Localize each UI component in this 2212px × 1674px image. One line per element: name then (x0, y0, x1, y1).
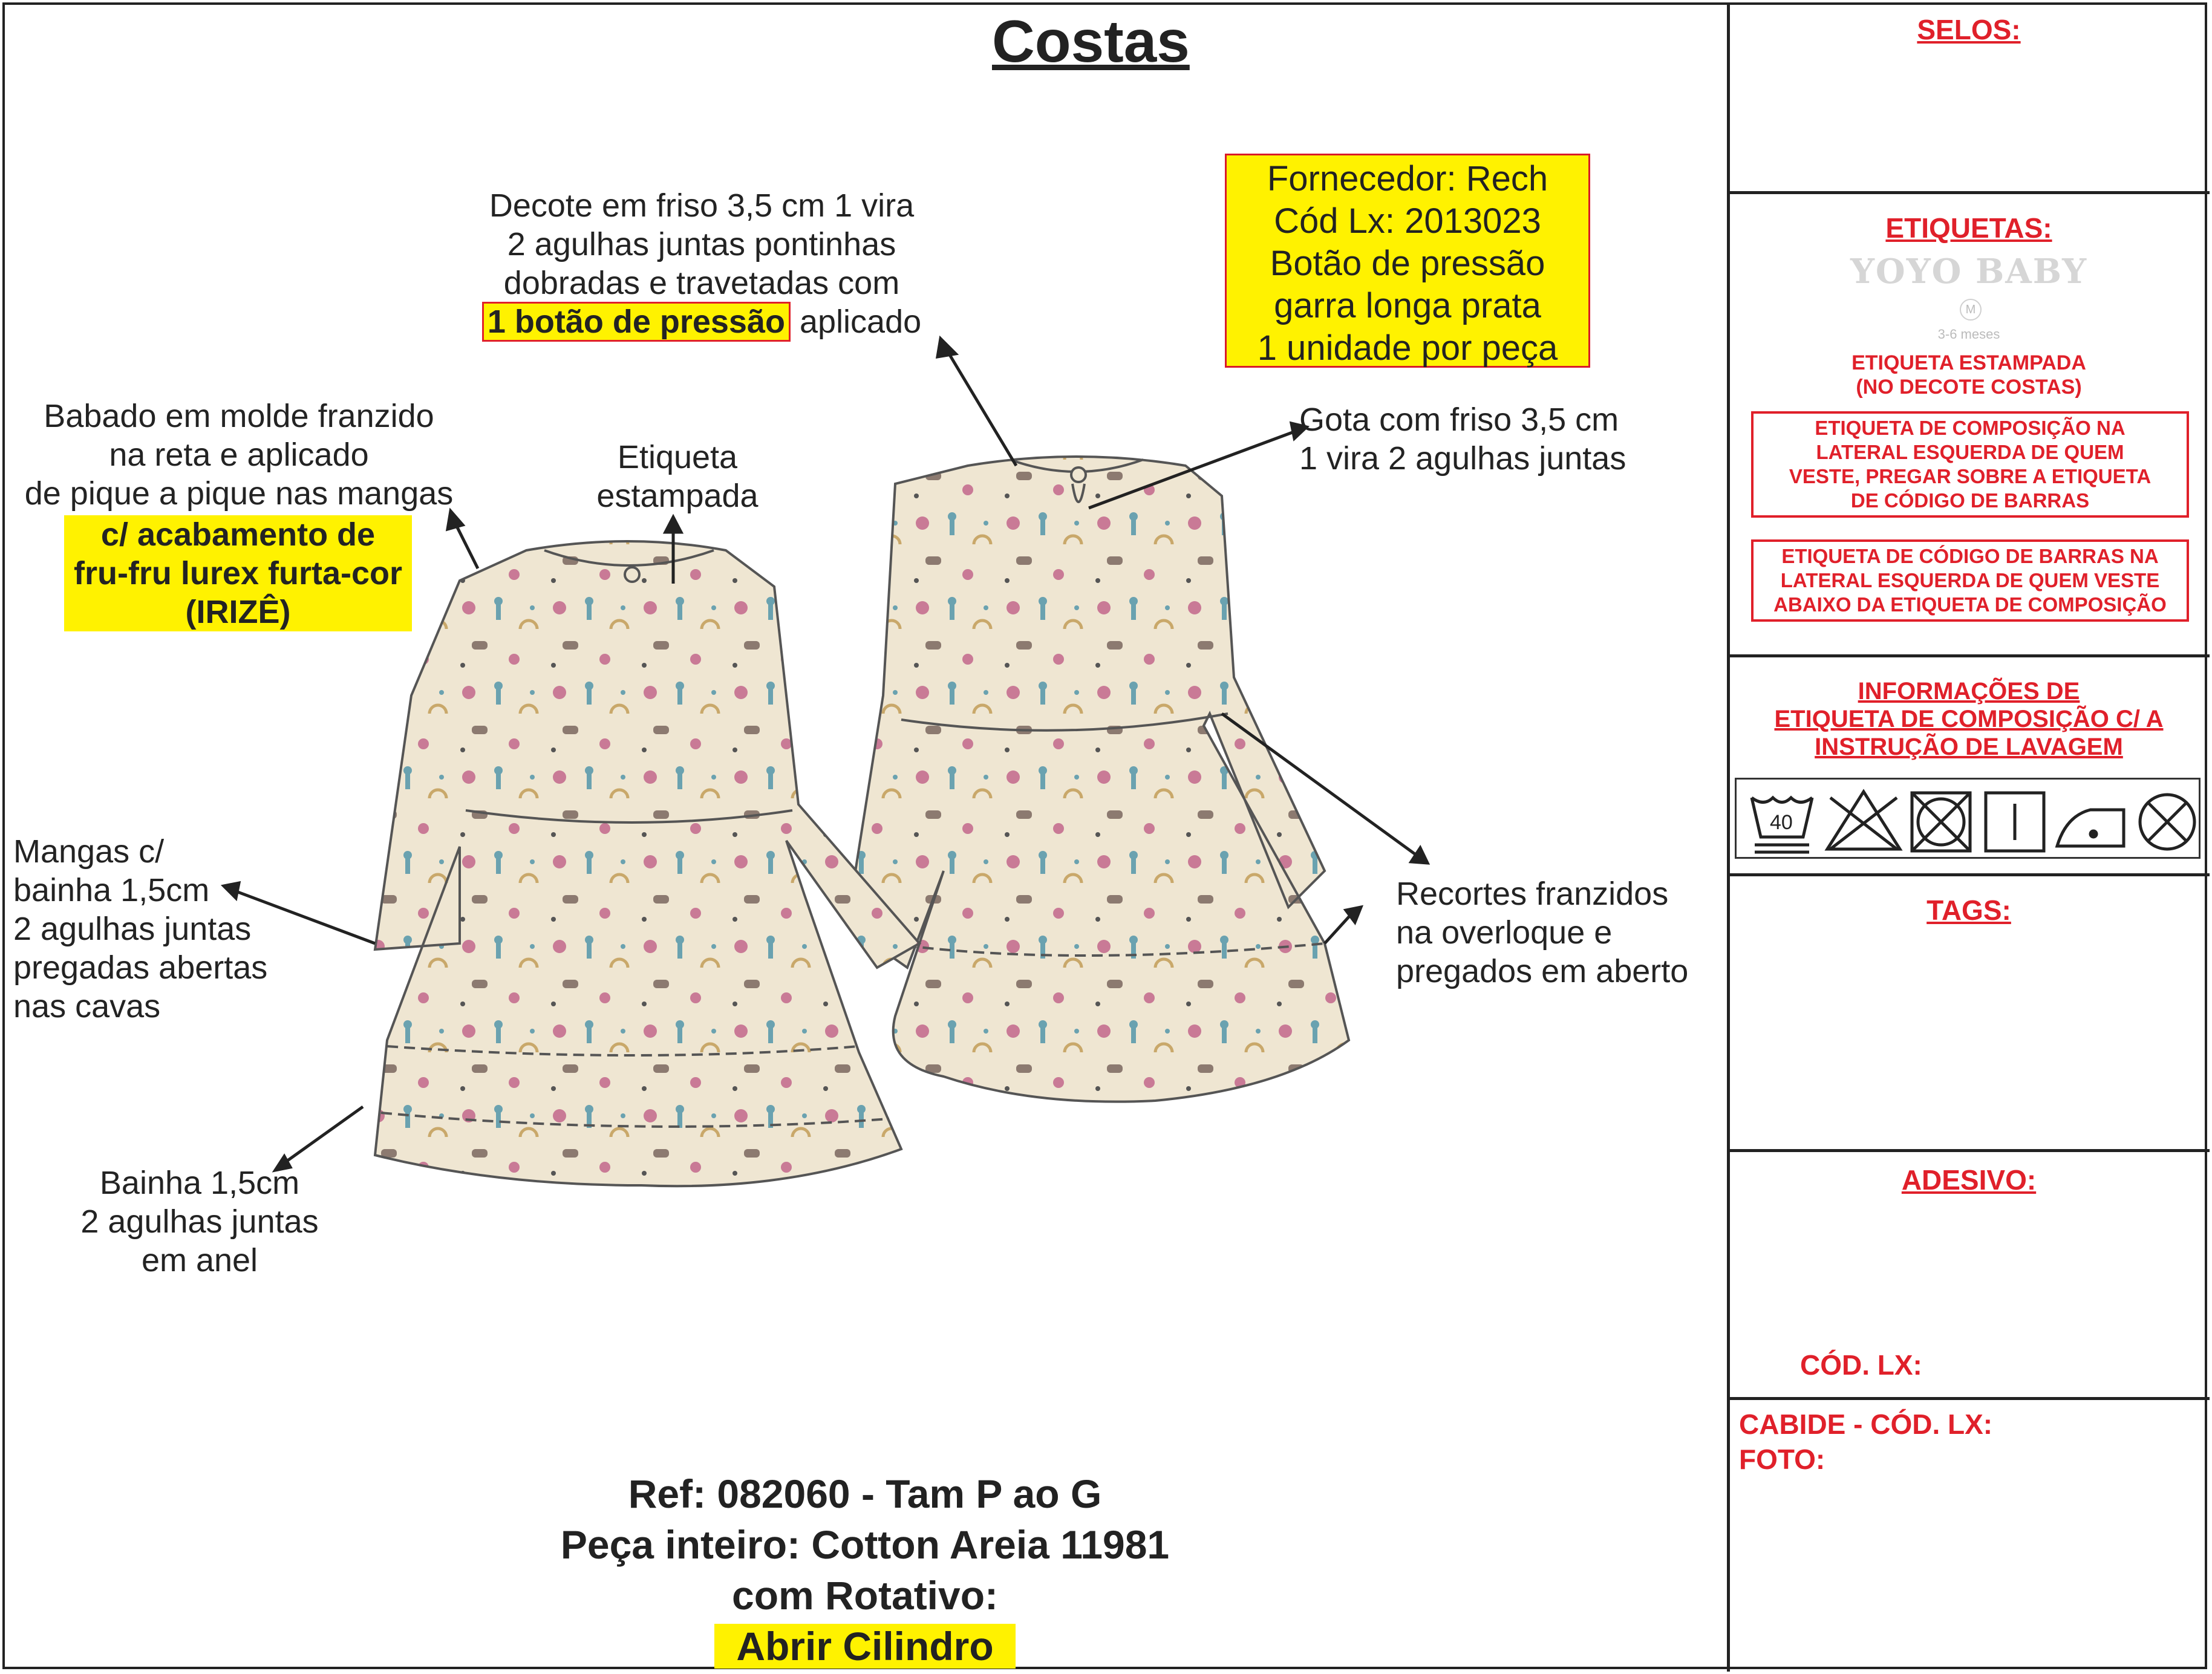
brand-logo: YOYO BABY (1850, 252, 2088, 291)
sleeves-line-2: bainha 1,5cm (13, 872, 210, 908)
wash-temp-label: 40 (1770, 811, 1793, 834)
no-bleach-icon (1827, 792, 1900, 849)
cod-lx-label: CÓD. LX: (1800, 1349, 1922, 1381)
divider-etiquetas (1729, 654, 2210, 657)
supplier-line-1: Fornecedor: Rech (1267, 159, 1548, 198)
supplier-line-2: Cód Lx: 2013023 (1274, 201, 1541, 241)
sleeves-note (13, 832, 304, 1026)
dress-back-view (847, 457, 1349, 1102)
fabric-spec: Peça inteiro: Cotton Areia 11981 (560, 1522, 1170, 1567)
foto-label: FOTO: (1739, 1444, 1825, 1475)
supplier-line-4: garra longa prata (1274, 286, 1541, 325)
sleeves-line-3: 2 agulhas juntas (13, 911, 252, 947)
page-title: Costas (992, 8, 1190, 74)
keyhole-note (1299, 400, 1723, 478)
iron-low-icon (2057, 810, 2124, 846)
brand-size-badge: M (1960, 299, 1982, 321)
sleeves-line-1: Mangas c/ (13, 833, 165, 870)
gathers-line-1: Recortes franzidos (1396, 876, 1669, 912)
gathers-note (1396, 874, 1723, 991)
divider-adesivo (1729, 1397, 2210, 1400)
line-dry-icon (1986, 793, 2044, 851)
etiquetas-heading: ETIQUETAS: (1885, 212, 2052, 244)
ruffle-finish-line-2: fru-fru lurex furta-cor (73, 555, 403, 591)
sleeves-line-4: pregadas abertas (13, 949, 268, 986)
hem-line-2: 2 agulhas juntas (80, 1203, 319, 1240)
selos-heading: SELOS: (1917, 14, 2021, 45)
barcode-line-1: ETIQUETA DE CÓDIGO DE BARRAS NA (1781, 545, 2159, 567)
reference-block (472, 1468, 1258, 1672)
ruffle-finish-line-3: (IRIZÊ) (185, 594, 291, 630)
neckline-line-4: aplicado (800, 304, 922, 340)
label-note (581, 438, 774, 515)
open-cylinder-highlight: Abrir Cilindro (714, 1624, 1015, 1669)
composition-label-box (1751, 411, 2189, 518)
neckline-note (460, 186, 944, 341)
supplier-line-5: 1 unidade por peça (1257, 328, 1558, 368)
ruffle-finish-line-1: c/ acabamento de (100, 516, 376, 553)
care-symbols-strip (1735, 778, 2201, 859)
snap-button-highlight: 1 botão de pressão (482, 302, 791, 342)
dress-front-view (375, 541, 919, 1186)
composition-line-2: LATERAL ESQUERDA DE QUEM (1816, 441, 2124, 463)
wash-40-icon (1752, 798, 1812, 852)
hem-line-3: em anel (141, 1242, 258, 1278)
printed-label-line-2: (NO DECOTE COSTAS) (1856, 376, 2082, 399)
composition-line-3: VESTE, PREGAR SOBRE A ETIQUETA (1789, 465, 2152, 487)
ruffle-line-2: na reta e aplicado (109, 437, 369, 473)
divider-info (1729, 873, 2210, 876)
label-line-1: Etiqueta (617, 439, 738, 475)
gathers-line-3: pregados em aberto (1396, 953, 1689, 989)
tags-heading: TAGS: (1927, 894, 2011, 926)
composition-line-1: ETIQUETA DE COMPOSIÇÃO NA (1815, 417, 2126, 439)
ruffle-note (6, 397, 472, 513)
ruffle-line-1: Babado em molde franzido (44, 398, 434, 434)
rotary-label: com Rotativo: (731, 1573, 999, 1618)
care-info-line-1: INFORMAÇÕES DE (1858, 678, 2080, 705)
label-line-2: estampada (596, 478, 759, 514)
printed-label-note (1730, 351, 2208, 399)
keyhole-line-2: 1 vira 2 agulhas juntas (1299, 440, 1626, 477)
care-info-heading (1730, 677, 2208, 761)
care-symbols (1737, 780, 2202, 861)
no-tumble-dry-icon (1912, 793, 1970, 851)
no-dry-clean-icon (2140, 795, 2194, 849)
ruffle-line-3: de pique a pique nas mangas (24, 475, 454, 512)
divider-selos (1729, 191, 2210, 194)
reference-number: Ref: 082060 - Tam P ao G (628, 1471, 1102, 1516)
hem-note (60, 1164, 339, 1280)
ruffle-finish-highlight (64, 515, 412, 631)
care-info-line-3: INSTRUÇÃO DE LAVAGEM (1815, 734, 2123, 760)
gathers-line-2: na overloque e (1396, 914, 1613, 951)
composition-line-4: DE CÓDIGO DE BARRAS (1850, 489, 2090, 512)
cabide-block (1739, 1407, 1992, 1477)
care-info-line-2: ETIQUETA DE COMPOSIÇÃO C/ A (1774, 706, 2164, 732)
brand-age: 3-6 meses (1937, 327, 2000, 342)
sleeves-line-5: nas cavas (13, 988, 161, 1024)
supplier-line-3: Botão de pressão (1270, 244, 1545, 283)
barcode-line-3: ABAIXO DA ETIQUETA DE COMPOSIÇÃO (1773, 593, 2167, 616)
printed-label-line-1: ETIQUETA ESTAMPADA (1851, 351, 2086, 374)
neckline-line-2: 2 agulhas juntas pontinhas (507, 226, 896, 262)
barcode-label-box (1751, 539, 2189, 622)
barcode-line-2: LATERAL ESQUERDA DE QUEM VESTE (1780, 569, 2160, 591)
divider-tags (1729, 1149, 2210, 1152)
keyhole-line-1: Gota com friso 3,5 cm (1299, 402, 1619, 438)
adesivo-heading: ADESIVO: (1901, 1164, 2037, 1196)
cabide-label: CABIDE - CÓD. LX: (1739, 1409, 1993, 1440)
hem-line-1: Bainha 1,5cm (99, 1165, 300, 1201)
supplier-box (1225, 154, 1590, 368)
neckline-line-1: Decote em friso 3,5 cm 1 vira (489, 187, 915, 224)
neckline-line-3: dobradas e travetadas com (503, 265, 900, 301)
